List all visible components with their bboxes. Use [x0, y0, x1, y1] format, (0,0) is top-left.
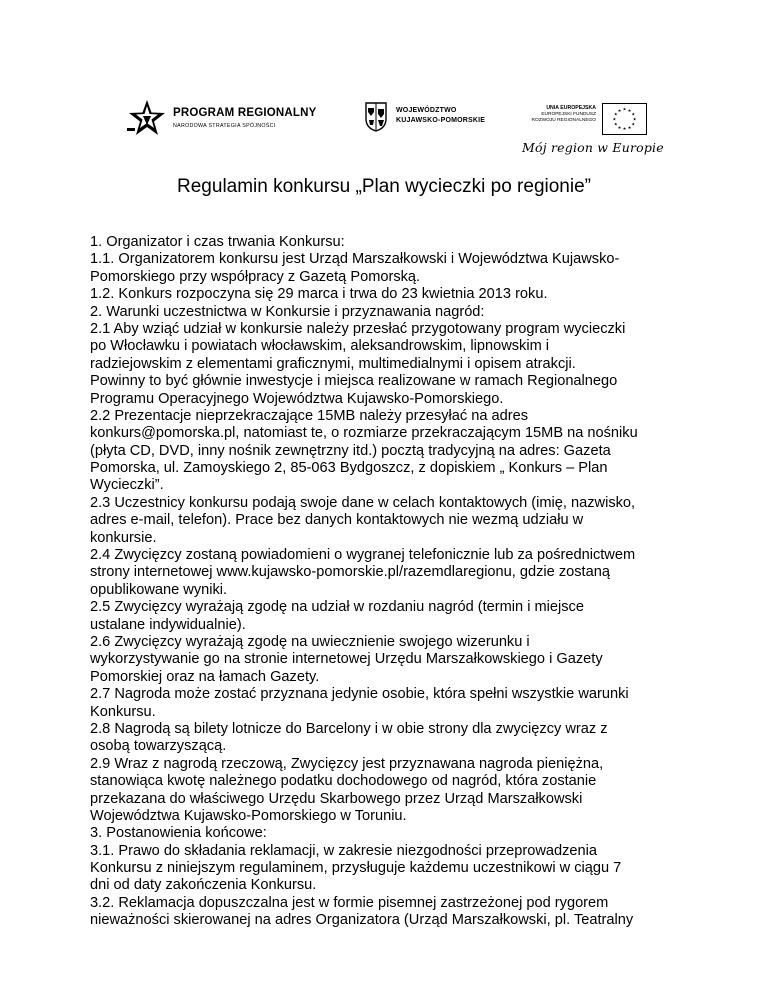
document-line: 2. Warunki uczestnictwa w Konkursie i przyznawania nagród: [90, 303, 485, 320]
document-line: Konkursu z niniejszym regulaminem, przysługuje każdemu uczestnikowi w ciągu 7 [90, 860, 622, 877]
svg-text:★: ★ [617, 124, 622, 130]
document-line: 2.4 Zwycięzcy zostaną powiadomieni o wygranej telefonicznie lub za pośrednictwem [90, 547, 636, 564]
document-line: 1. Organizator i czas trwania Konkursu: [90, 234, 345, 250]
eu-flag-icon [602, 103, 647, 135]
document-line: (płyta CD, DVD, inny nośnik zewnętrzny itd.) pocztą tradycyjną na adres: Gazeta [90, 442, 611, 459]
document-line: wykorzystywanie go na stronie internetowej Urzędu Marszałkowskiego i Gazety [90, 651, 603, 668]
document-line: ustalane indywidualnie). [90, 616, 246, 633]
document-line: 2.7 Nagroda może zostać przyznana jedynie osobie, która spełni wszystkie warunki [90, 686, 629, 703]
svg-text:★: ★ [632, 116, 637, 122]
document-line: 2.3 Uczestnicy konkursu podają swoje dane w celach kontaktowych (imię, nazwisko, [90, 494, 636, 511]
document-line: konkurs@pomorska.pl, natomiast te, o rozmiarze przekraczającym 15MB na nośniku [90, 425, 638, 442]
document-line: 2.8 Nagrodą są bilety lotnicze do Barcelony i w obie strony dla zwycięzcy wraz z [90, 720, 608, 737]
document-line: nieważności skierowanej na adres Organizatora (Urząd Marszałkowski, pl. Teatralny [90, 912, 634, 929]
svg-text:★: ★ [617, 107, 622, 113]
document-line: dni od daty zakończenia Konkursu. [90, 877, 317, 894]
document-line: Konkursu. [90, 703, 156, 720]
document-line: 2.5 Zwycięzcy wyrażają zgodę na udział w rozdaniu nagród (termin i miejsce [90, 599, 584, 616]
program-regionalny-subtitle: NARODOWA STRATEGIA SPÓJNOŚCI [173, 123, 276, 129]
eu-line3: ROZWOJU REGIONALNEGO [531, 118, 596, 123]
document-line: stanowiąca kwotę należnego podatku dochodowego od nagród, która zostanie [90, 773, 597, 790]
wojewodztwo-line1: WOJEWÓDZTWO [396, 107, 457, 114]
program-regionalny-logo [127, 98, 317, 138]
document-line: Pomorskiego przy współpracy z Gazetą Pomorską. [90, 268, 421, 285]
svg-text:★: ★ [631, 111, 636, 117]
document-line: 2.2 Prezentacje nieprzekraczające 15MB należy przesyłać na adres [90, 407, 529, 424]
program-regionalny-title: PROGRAM REGIONALNY [173, 107, 317, 119]
document-line: 1.2. Konkurs rozpoczyna się 29 marca i trwa do 23 kwietnia 2013 roku. [90, 286, 548, 303]
document-line: Powinny to być głównie inwestycje i miejsca realizowane w ramach Regionalnego [90, 373, 618, 390]
document-line: Wycieczki”. [90, 477, 164, 494]
document-line: przekazana do właściwego Urzędu Skarbowego przez Urząd Marszałkowski [90, 790, 583, 807]
document-line: opublikowane wyniki. [90, 581, 228, 598]
document-line: radziejowskim z elementami graficznymi, multimedialnymi i opisem atrakcji. [90, 355, 576, 372]
svg-text:★: ★ [622, 106, 627, 112]
svg-text:★: ★ [627, 124, 632, 130]
program-regionalny-star-icon [127, 98, 167, 138]
svg-text:★: ★ [627, 107, 632, 113]
coat-of-arms-icon [365, 102, 387, 132]
eu-text-block [518, 105, 596, 124]
svg-text:★: ★ [613, 111, 618, 117]
document-line: 2.6 Zwycięzcy wyrażają zgodę na uwiecznienie swojego wizerunku i [90, 633, 530, 650]
eu-logo [518, 103, 646, 137]
svg-text:★: ★ [613, 121, 618, 127]
document-line: osobą towarzyszącą. [90, 738, 227, 755]
svg-text:★: ★ [622, 126, 627, 132]
document-title: Regulamin konkursu „Plan wycieczki po regionie” [177, 176, 591, 197]
document-line: konkursie. [90, 529, 157, 546]
document-line: strony internetowej www.kujawsko-pomorskie.pl/razemdlaregionu, gdzie zostaną [90, 564, 610, 581]
document-line: 3.2. Reklamacja dopuszczalna jest w formie pisemnej zastrzeżonej pod rygorem [90, 894, 609, 911]
document-line: Pomorskiej oraz na łamach Gazety. [90, 668, 320, 685]
document-line: Programu Operacyjnego Województwa Kujawsko-Pomorskiego. [90, 390, 504, 407]
eu-line2: EUROPEJSKI FUNDUSZ [541, 112, 596, 117]
wojewodztwo-line2: KUJAWSKO-POMORSKIE [396, 117, 486, 124]
svg-text:★: ★ [612, 116, 617, 122]
document-line: adres e-mail, telefon). Prace bez danych kontaktowych nie wezmą udziału w [90, 512, 584, 529]
document-line: 1.1. Organizatorem konkursu jest Urząd Marszałkowski i Województwa Kujawsko- [90, 251, 620, 268]
document-line: po Włocławku i powiatach włocławskim, aleksandrowskim, lipnowskim i [90, 338, 550, 355]
svg-text:★: ★ [631, 121, 636, 127]
header-logo-bar [0, 0, 768, 170]
wojewodztwo-logo [365, 102, 505, 134]
document-body [90, 234, 690, 930]
document-line: 3. Postanowienia końcowe: [90, 825, 267, 842]
document-line: Pomorska, ul. Zamoyskiego 2, 85-063 Bydgoszcz, z dopiskiem „ Konkurs – Plan [90, 460, 608, 477]
document-line: Województwa Kujawsko-Pomorskiego w Toruniu. [90, 807, 407, 824]
eu-line1: UNIA EUROPEJSKA [546, 105, 596, 111]
motto-signature: Mój region w Europie [522, 140, 664, 155]
document-line: 2.9 Wraz z nagrodą rzeczową, Zwycięzcy jest przyznawana nagroda pieniężna, [90, 755, 604, 772]
document-line: 2.1 Aby wziąć udział w konkursie należy przesłać przygotowany program wycieczki [90, 320, 626, 337]
document-line: 3.1. Prawo do składania reklamacji, w zakresie niezgodności przeprowadzenia [90, 842, 597, 859]
